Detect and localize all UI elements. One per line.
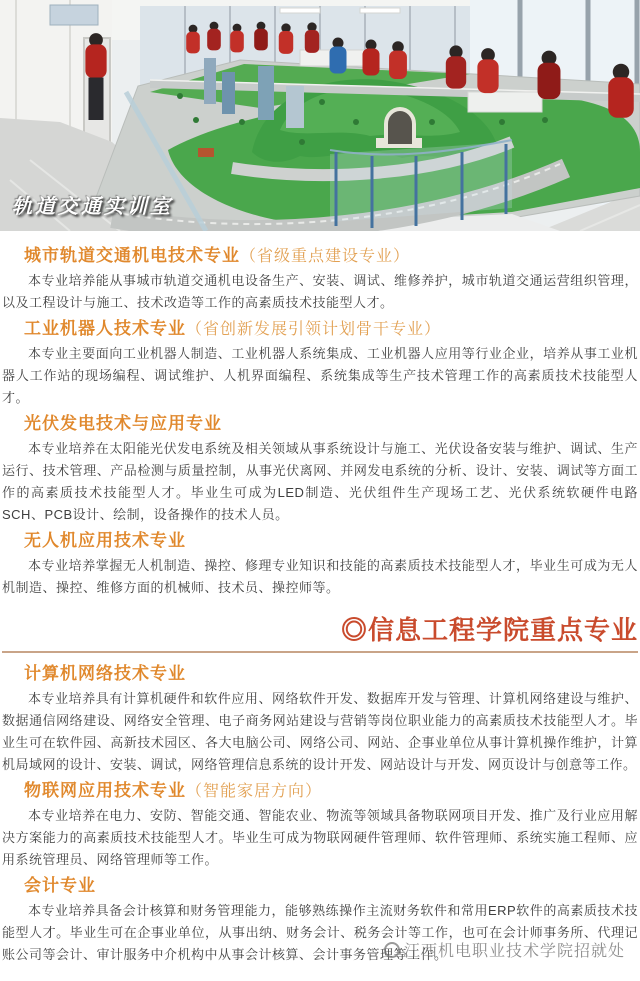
major-title-text: 城市轨道交通机电技术专业: [24, 246, 240, 265]
watermark-ring-icon: [384, 942, 400, 958]
section-divider: [2, 651, 638, 653]
major-desc: 本专业培养在电力、安防、智能交通、智能农业、物流等领域具备物联网项目开发、推广及行业应用解决方案能力的高素质技术技能型人才。毕业生可成为物联网硬件管理师、软件管理师、系统实施工程师、应用系统管理员、网络管理师等工作。: [2, 808, 638, 867]
major-title: [24, 663, 638, 685]
major-title: [24, 318, 638, 340]
major-title: [24, 530, 638, 552]
major-title: [24, 413, 638, 435]
major-desc: 本专业培养具有计算机硬件和软件应用、网络软件开发、数据库开发与管理、计算机网络建设与维护、数据通信网络建设、网络安全管理、电子商务网站建设与营销等岗位职业能力的高素质技术技能型人才。毕业生可在软件园、高新技术园区、各大电脑公司、网络公司、网站、企事业单位从事计算机操作维护，计算机局域网的设计、安装、调试，网络管理信息系统的设计开发、网站设计与开发、网页设计与创意等工作。: [2, 691, 638, 772]
major-title-text: 工业机器人技术专业: [24, 319, 186, 338]
major-desc: 本专业培养在太阳能光伏发电系统及相关领域从事系统设计与施工、光伏设备安装与维护、调试、生产运行、技术管理、产品检测与质量控制，从事光伏离网、并网发电系统的分析、设计、安装、调试等方面工作的高素质技术技能型人才。毕业生可成为LED制造、光伏组件生产现场工艺、光伏系统软硬件电路SCH、PCB设计、绘制，设备操作的技术人员。: [2, 441, 638, 522]
major-desc: 本专业培养能从事城市轨道交通机电设备生产、安装、调试、维修养护，城市轨道交通运营组织管理，以及工程设计与施工、技术改造等工作的高素质技术技能型人才。: [2, 273, 638, 310]
major-title-text: 会计专业: [24, 876, 96, 895]
major-title: [24, 245, 638, 267]
training-room-photo: [0, 0, 640, 231]
major-section: [2, 780, 638, 871]
major-tag: （省级重点建设专业）: [240, 246, 411, 265]
college-section-heading: ◎信息工程学院重点专业: [340, 615, 638, 645]
article-body: [0, 231, 640, 966]
major-title-text: 计算机网络技术专业: [24, 664, 186, 683]
major-title-text: 物联网应用技术专业: [24, 781, 186, 800]
major-section: [2, 663, 638, 776]
major-title: [24, 875, 638, 897]
major-section: [2, 318, 638, 409]
photo-caption: 轨道交通实训室: [12, 194, 173, 218]
major-tag: （智能家居方向）: [186, 781, 323, 800]
major-desc: 本专业培养具备会计核算和财务管理能力，能够熟练操作主流财务软件和常用ERP软件的高素质技术技能型人才。毕业生可在企事业单位，从事出纳、财务会计、税务会计等工作，也可在会计师事务所、代理记账公司等会计、审计服务中介机构中从事会计核算、会计事务管理等工作。: [2, 903, 638, 962]
major-title-text: 光伏发电技术与应用专业: [24, 414, 222, 433]
watermark: [384, 938, 625, 961]
major-desc: 本专业培养掌握无人机制造、操控、修理专业知识和技能的高素质技术技能型人才，毕业生可成为无人机制造、操控、维修方面的机械师、技术员、操控师等。: [2, 558, 638, 595]
major-tag: （省创新发展引领计划骨干专业）: [186, 319, 442, 338]
major-desc: 本专业主要面向工业机器人制造、工业机器人系统集成、工业机器人应用等行业企业，培养从事工业机器人工作站的现场编程、调试维护、人机界面编程、系统集成等生产技术管理工作的高素质技术技能型人才。: [2, 346, 638, 405]
watermark-text: 江西机电职业技术学院招就处: [404, 943, 626, 960]
major-section: [2, 413, 638, 526]
major-title: [24, 780, 638, 802]
major-section: [2, 530, 638, 599]
major-title-text: 无人机应用技术专业: [24, 531, 186, 550]
major-section: [2, 245, 638, 314]
